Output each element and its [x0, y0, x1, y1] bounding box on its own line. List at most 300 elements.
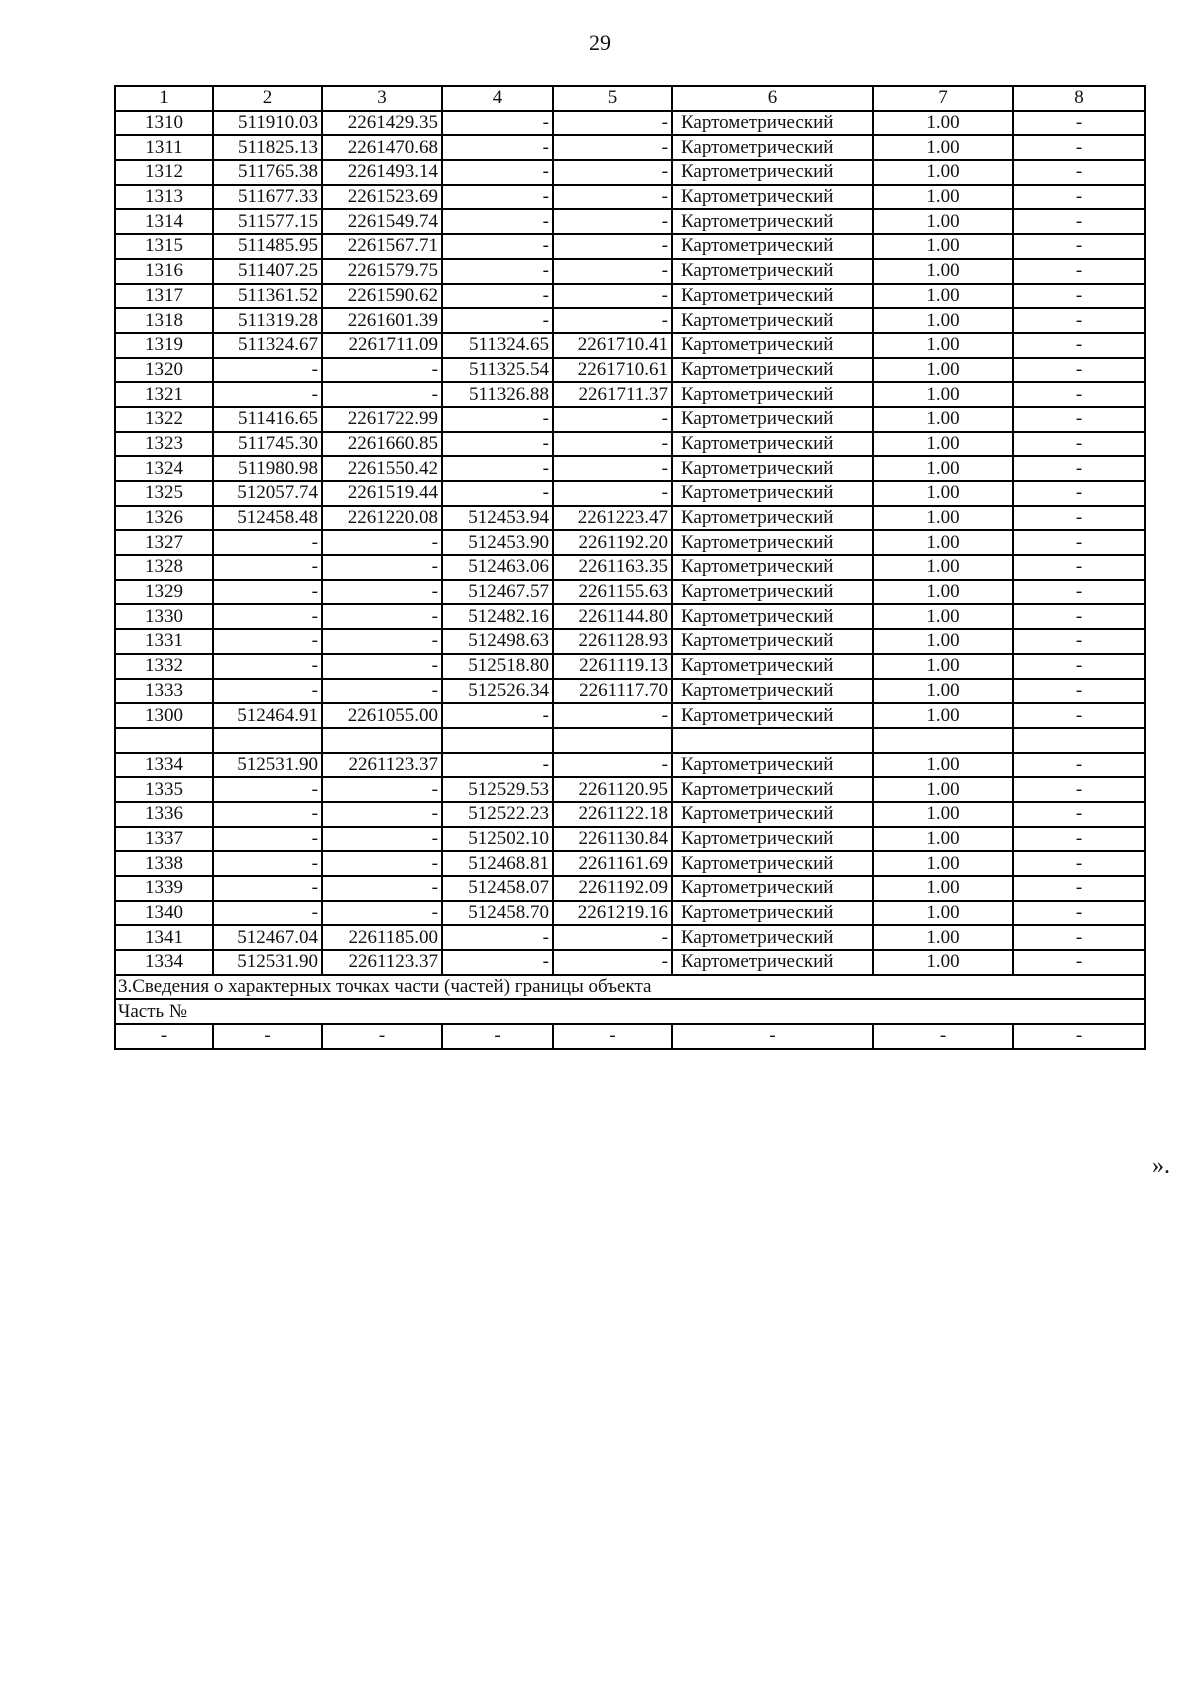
coordinates-table — [114, 85, 1146, 1050]
table-cell: - — [553, 209, 672, 234]
table-cell: - — [553, 135, 672, 160]
table-row — [115, 185, 1145, 210]
table-cell: 1317 — [115, 284, 213, 309]
table-cell: 1.00 — [873, 432, 1013, 457]
table-cell: 511485.95 — [213, 234, 322, 259]
table-cell: 512468.81 — [442, 851, 553, 876]
table-row — [115, 111, 1145, 136]
table-cell: - — [442, 703, 553, 728]
table-cell: - — [322, 777, 442, 802]
table-cell: Картометрический — [672, 259, 873, 284]
table-cell: Картометрический — [672, 308, 873, 333]
table-cell: 8 — [1013, 86, 1145, 111]
table-cell: 1.00 — [873, 851, 1013, 876]
table-row — [115, 284, 1145, 309]
table-cell: 511980.98 — [213, 456, 322, 481]
table-cell: Картометрический — [672, 333, 873, 358]
table-cell: - — [1013, 901, 1145, 926]
table-cell: 2261120.95 — [553, 777, 672, 802]
table-cell: 2261128.93 — [553, 629, 672, 654]
table-cell: 2261117.70 — [553, 679, 672, 704]
table-cell: - — [1013, 333, 1145, 358]
table-cell: 511324.67 — [213, 333, 322, 358]
table-cell: 1322 — [115, 407, 213, 432]
table-row — [115, 209, 1145, 234]
table-cell: - — [213, 851, 322, 876]
table-cell: 3 — [322, 86, 442, 111]
table-cell: - — [322, 802, 442, 827]
table-cell: - — [442, 481, 553, 506]
table-row — [115, 580, 1145, 605]
table-cell: Картометрический — [672, 777, 873, 802]
table-cell: 1334 — [115, 753, 213, 778]
table-cell: 1333 — [115, 679, 213, 704]
table-cell: 1316 — [115, 259, 213, 284]
table-cell: - — [1013, 481, 1145, 506]
table-cell: 2261130.84 — [553, 827, 672, 852]
table-body — [115, 86, 1145, 1049]
table-cell: 512482.16 — [442, 604, 553, 629]
table-cell: - — [1013, 827, 1145, 852]
table-cell: Картометрический — [672, 358, 873, 383]
table-cell: - — [553, 284, 672, 309]
table-cell: - — [1013, 135, 1145, 160]
table-cell: 512464.91 — [213, 703, 322, 728]
table-cell: 2261119.13 — [553, 654, 672, 679]
table-cell: 511325.54 — [442, 358, 553, 383]
table-cell: 2261161.69 — [553, 851, 672, 876]
table-cell — [322, 728, 442, 753]
table-cell — [873, 728, 1013, 753]
table-cell: - — [1013, 802, 1145, 827]
table-cell: - — [213, 901, 322, 926]
table-cell: 512531.90 — [213, 753, 322, 778]
table-cell: - — [1013, 111, 1145, 136]
table-row — [115, 950, 1145, 975]
table-cell: 1.00 — [873, 777, 1013, 802]
table-cell: 2261123.37 — [322, 753, 442, 778]
table-cell: - — [1013, 160, 1145, 185]
table-cell: 1.00 — [873, 308, 1013, 333]
table-cell: - — [553, 432, 672, 457]
table-cell: - — [442, 111, 553, 136]
table-cell: - — [322, 827, 442, 852]
table-row — [115, 604, 1145, 629]
table-cell: 1.00 — [873, 555, 1013, 580]
table-cell: 1329 — [115, 580, 213, 605]
table-cell: 1.00 — [873, 827, 1013, 852]
table-cell: 2261192.09 — [553, 876, 672, 901]
table-cell: - — [1013, 506, 1145, 531]
table-cell: - — [213, 580, 322, 605]
table-cell: Картометрический — [672, 456, 873, 481]
table-row — [115, 753, 1145, 778]
table-cell: 1.00 — [873, 160, 1013, 185]
table-row — [115, 432, 1145, 457]
table-cell: - — [213, 382, 322, 407]
table-row — [115, 925, 1145, 950]
table-row — [115, 703, 1145, 728]
table-cell: 511319.28 — [213, 308, 322, 333]
table-row — [115, 135, 1145, 160]
table-cell: 2261711.37 — [553, 382, 672, 407]
table-cell — [1013, 728, 1145, 753]
table-cell: 1326 — [115, 506, 213, 531]
table-cell: - — [213, 827, 322, 852]
table-cell: - — [1013, 703, 1145, 728]
table-cell: - — [213, 629, 322, 654]
table-cell: 1339 — [115, 876, 213, 901]
table-cell: 1340 — [115, 901, 213, 926]
table-cell: - — [553, 925, 672, 950]
table-cell: - — [873, 1024, 1013, 1049]
table-cell: 1.00 — [873, 284, 1013, 309]
table-cell: - — [322, 901, 442, 926]
closing-quote: ». — [1152, 1153, 1170, 1179]
table-cell: - — [1013, 209, 1145, 234]
table-cell: Картометрический — [672, 629, 873, 654]
table-cell: 512526.34 — [442, 679, 553, 704]
table-cell: 1.00 — [873, 481, 1013, 506]
table-cell: 511361.52 — [213, 284, 322, 309]
table-row — [115, 358, 1145, 383]
table-cell: - — [1013, 530, 1145, 555]
table-cell: 1.00 — [873, 358, 1013, 383]
table-cell: 2261220.08 — [322, 506, 442, 531]
table-cell: 2261550.42 — [322, 456, 442, 481]
table-cell: 1341 — [115, 925, 213, 950]
table-cell: - — [213, 530, 322, 555]
table-row — [115, 679, 1145, 704]
table-row — [115, 481, 1145, 506]
table-cell: Картометрический — [672, 925, 873, 950]
table-cell: 1.00 — [873, 333, 1013, 358]
table-cell: 2261122.18 — [553, 802, 672, 827]
table-cell: - — [115, 1024, 213, 1049]
table-cell: 1328 — [115, 555, 213, 580]
table-cell: - — [213, 679, 322, 704]
table-cell: 2261710.61 — [553, 358, 672, 383]
table-cell: 2261123.37 — [322, 950, 442, 975]
table-cell: 511765.38 — [213, 160, 322, 185]
table-cell — [672, 728, 873, 753]
table-cell: Картометрический — [672, 753, 873, 778]
table-cell: Картометрический — [672, 950, 873, 975]
table-cell: - — [322, 382, 442, 407]
table-cell: 511324.65 — [442, 333, 553, 358]
table-cell — [442, 728, 553, 753]
table-cell: Картометрический — [672, 827, 873, 852]
table-cell: 512458.48 — [213, 506, 322, 531]
table-cell: 2261192.20 — [553, 530, 672, 555]
table-cell: 2261470.68 — [322, 135, 442, 160]
table-cell: 2261219.16 — [553, 901, 672, 926]
part-label-text: Часть № — [115, 999, 1145, 1024]
table-row — [115, 777, 1145, 802]
table-cell: 1314 — [115, 209, 213, 234]
table-cell: 1.00 — [873, 753, 1013, 778]
table-cell: - — [442, 259, 553, 284]
table-cell: 1323 — [115, 432, 213, 457]
table-cell: - — [322, 654, 442, 679]
table-cell: 1.00 — [873, 901, 1013, 926]
table-cell: 512453.94 — [442, 506, 553, 531]
table-cell: 1319 — [115, 333, 213, 358]
table-cell: Картометрический — [672, 284, 873, 309]
table-cell: - — [553, 111, 672, 136]
table-cell: - — [1013, 308, 1145, 333]
table-cell: - — [322, 679, 442, 704]
table-cell: 512522.23 — [442, 802, 553, 827]
table-cell: 511910.03 — [213, 111, 322, 136]
table-row — [115, 530, 1145, 555]
table-cell: 1332 — [115, 654, 213, 679]
table-cell: 1324 — [115, 456, 213, 481]
table-cell: 1334 — [115, 950, 213, 975]
table-cell: 2261185.00 — [322, 925, 442, 950]
table-cell: - — [442, 284, 553, 309]
table-cell: Картометрический — [672, 530, 873, 555]
table-cell: Картометрический — [672, 209, 873, 234]
table-row — [115, 407, 1145, 432]
table-cell: - — [553, 160, 672, 185]
table-cell: - — [553, 185, 672, 210]
table-cell: - — [1013, 1024, 1145, 1049]
table-cell: - — [1013, 950, 1145, 975]
table-cell: 1.00 — [873, 679, 1013, 704]
table-row — [115, 851, 1145, 876]
table-cell: - — [322, 604, 442, 629]
table-cell: 512529.53 — [442, 777, 553, 802]
table-cell: Картометрический — [672, 654, 873, 679]
table-cell: 5 — [553, 86, 672, 111]
table-cell: - — [213, 654, 322, 679]
table-cell: 2261144.80 — [553, 604, 672, 629]
table-row — [115, 555, 1145, 580]
table-cell: - — [442, 135, 553, 160]
table-cell: - — [442, 1024, 553, 1049]
table-cell: 1.00 — [873, 111, 1013, 136]
table-cell: 2261429.35 — [322, 111, 442, 136]
table-cell: 2261519.44 — [322, 481, 442, 506]
table-cell: - — [322, 1024, 442, 1049]
table-cell: 7 — [873, 86, 1013, 111]
table-cell: 1310 — [115, 111, 213, 136]
table-cell: 1312 — [115, 160, 213, 185]
table-cell: 1338 — [115, 851, 213, 876]
table-cell: Картометрический — [672, 111, 873, 136]
table-cell: - — [1013, 432, 1145, 457]
table-cell: - — [553, 753, 672, 778]
table-cell: - — [213, 1024, 322, 1049]
table-cell: 1318 — [115, 308, 213, 333]
table-cell: 2261223.47 — [553, 506, 672, 531]
table-cell: Картометрический — [672, 481, 873, 506]
table-cell: 512531.90 — [213, 950, 322, 975]
table-cell: - — [442, 209, 553, 234]
table-cell: - — [1013, 876, 1145, 901]
table-cell: 1.00 — [873, 234, 1013, 259]
table-cell: Картометрический — [672, 876, 873, 901]
table-row — [115, 308, 1145, 333]
table-cell: - — [322, 580, 442, 605]
table-cell: 1.00 — [873, 703, 1013, 728]
table-cell: 1.00 — [873, 259, 1013, 284]
table-cell: - — [442, 753, 553, 778]
table-row — [115, 901, 1145, 926]
table-cell — [553, 728, 672, 753]
table-cell: 2261601.39 — [322, 308, 442, 333]
table-cell: 2261711.09 — [322, 333, 442, 358]
table-cell: 512057.74 — [213, 481, 322, 506]
table-cell: 512467.57 — [442, 580, 553, 605]
table-cell: 1.00 — [873, 209, 1013, 234]
table-cell: 2261567.71 — [322, 234, 442, 259]
table-cell: - — [1013, 555, 1145, 580]
table-cell: 1.00 — [873, 456, 1013, 481]
section-3-title-text: 3.Сведения о характерных точках части (частей) границы объекта — [115, 975, 1145, 1000]
table-cell: - — [1013, 382, 1145, 407]
table-cell: 1 — [115, 86, 213, 111]
table-cell: - — [442, 432, 553, 457]
table-cell: 1335 — [115, 777, 213, 802]
table-cell: 512518.80 — [442, 654, 553, 679]
table-cell: 1.00 — [873, 925, 1013, 950]
table-cell: 1.00 — [873, 407, 1013, 432]
table-cell: - — [1013, 185, 1145, 210]
header-row — [115, 86, 1145, 111]
table-cell: 1.00 — [873, 629, 1013, 654]
table-cell: 511326.88 — [442, 382, 553, 407]
table-cell: 512453.90 — [442, 530, 553, 555]
table-cell: - — [1013, 284, 1145, 309]
table-cell: Картометрический — [672, 407, 873, 432]
table-row — [115, 234, 1145, 259]
table-cell: 2261163.35 — [553, 555, 672, 580]
table-cell: 4 — [442, 86, 553, 111]
table-cell: Картометрический — [672, 604, 873, 629]
table-cell: - — [1013, 407, 1145, 432]
table-cell: - — [322, 876, 442, 901]
table-cell: 511416.65 — [213, 407, 322, 432]
table-cell: - — [213, 555, 322, 580]
table-cell: Картометрический — [672, 160, 873, 185]
table-cell: 2261055.00 — [322, 703, 442, 728]
table-cell — [115, 728, 213, 753]
table-cell: - — [553, 234, 672, 259]
table-cell: 512463.06 — [442, 555, 553, 580]
table-cell: Картометрический — [672, 382, 873, 407]
table-row — [115, 333, 1145, 358]
final-row — [115, 1024, 1145, 1049]
table-cell: 2261493.14 — [322, 160, 442, 185]
table-cell: 1320 — [115, 358, 213, 383]
table-cell: - — [442, 925, 553, 950]
table-cell: - — [442, 160, 553, 185]
table-cell: - — [322, 358, 442, 383]
table-row — [115, 728, 1145, 753]
table-cell: Картометрический — [672, 506, 873, 531]
table-cell — [213, 728, 322, 753]
section-3-title — [115, 975, 1145, 1000]
table-cell: 1.00 — [873, 654, 1013, 679]
table-cell: 511577.15 — [213, 209, 322, 234]
table-cell: 1315 — [115, 234, 213, 259]
table-cell: - — [553, 407, 672, 432]
table-cell: 1300 — [115, 703, 213, 728]
table-cell: Картометрический — [672, 580, 873, 605]
table-cell: - — [213, 604, 322, 629]
table-cell: 2 — [213, 86, 322, 111]
table-cell: 1.00 — [873, 876, 1013, 901]
table-cell: - — [553, 1024, 672, 1049]
table-cell: - — [442, 234, 553, 259]
table-row — [115, 160, 1145, 185]
table-cell: 1.00 — [873, 506, 1013, 531]
table-cell: - — [1013, 777, 1145, 802]
table-cell: - — [322, 555, 442, 580]
table-cell: 1321 — [115, 382, 213, 407]
table-cell: 1.00 — [873, 382, 1013, 407]
table-cell: 1330 — [115, 604, 213, 629]
table-row — [115, 654, 1145, 679]
table-cell: Картометрический — [672, 901, 873, 926]
table-cell: Картометрический — [672, 185, 873, 210]
table-cell: Картометрический — [672, 432, 873, 457]
table-cell: Картометрический — [672, 679, 873, 704]
table-cell: - — [442, 308, 553, 333]
table-cell: - — [213, 876, 322, 901]
table-cell: 2261722.99 — [322, 407, 442, 432]
table-cell: - — [1013, 358, 1145, 383]
table-cell: - — [322, 851, 442, 876]
table-cell: - — [322, 629, 442, 654]
table-cell: 511677.33 — [213, 185, 322, 210]
table-cell: 512467.04 — [213, 925, 322, 950]
table-cell: 2261590.62 — [322, 284, 442, 309]
table-row — [115, 802, 1145, 827]
table-cell: 1.00 — [873, 185, 1013, 210]
table-cell: 511825.13 — [213, 135, 322, 160]
table-cell: - — [553, 259, 672, 284]
part-label — [115, 999, 1145, 1024]
table-cell: - — [213, 802, 322, 827]
table-cell: Картометрический — [672, 703, 873, 728]
table-cell: - — [672, 1024, 873, 1049]
table-cell: Картометрический — [672, 555, 873, 580]
table-cell: 512458.07 — [442, 876, 553, 901]
table-cell: - — [322, 530, 442, 555]
table-cell: - — [213, 358, 322, 383]
table-row — [115, 456, 1145, 481]
table-cell: 2261523.69 — [322, 185, 442, 210]
table-cell: 1311 — [115, 135, 213, 160]
table-cell: - — [442, 456, 553, 481]
table-cell: - — [213, 777, 322, 802]
table-cell: 2261155.63 — [553, 580, 672, 605]
table-cell: 512502.10 — [442, 827, 553, 852]
table-cell: - — [1013, 234, 1145, 259]
table-row — [115, 827, 1145, 852]
table-cell: - — [442, 185, 553, 210]
table-cell: - — [1013, 604, 1145, 629]
table-cell: 1337 — [115, 827, 213, 852]
table-cell: 512458.70 — [442, 901, 553, 926]
table-cell: - — [1013, 654, 1145, 679]
table-cell: 1327 — [115, 530, 213, 555]
table-cell: - — [442, 950, 553, 975]
table-cell: 1.00 — [873, 604, 1013, 629]
